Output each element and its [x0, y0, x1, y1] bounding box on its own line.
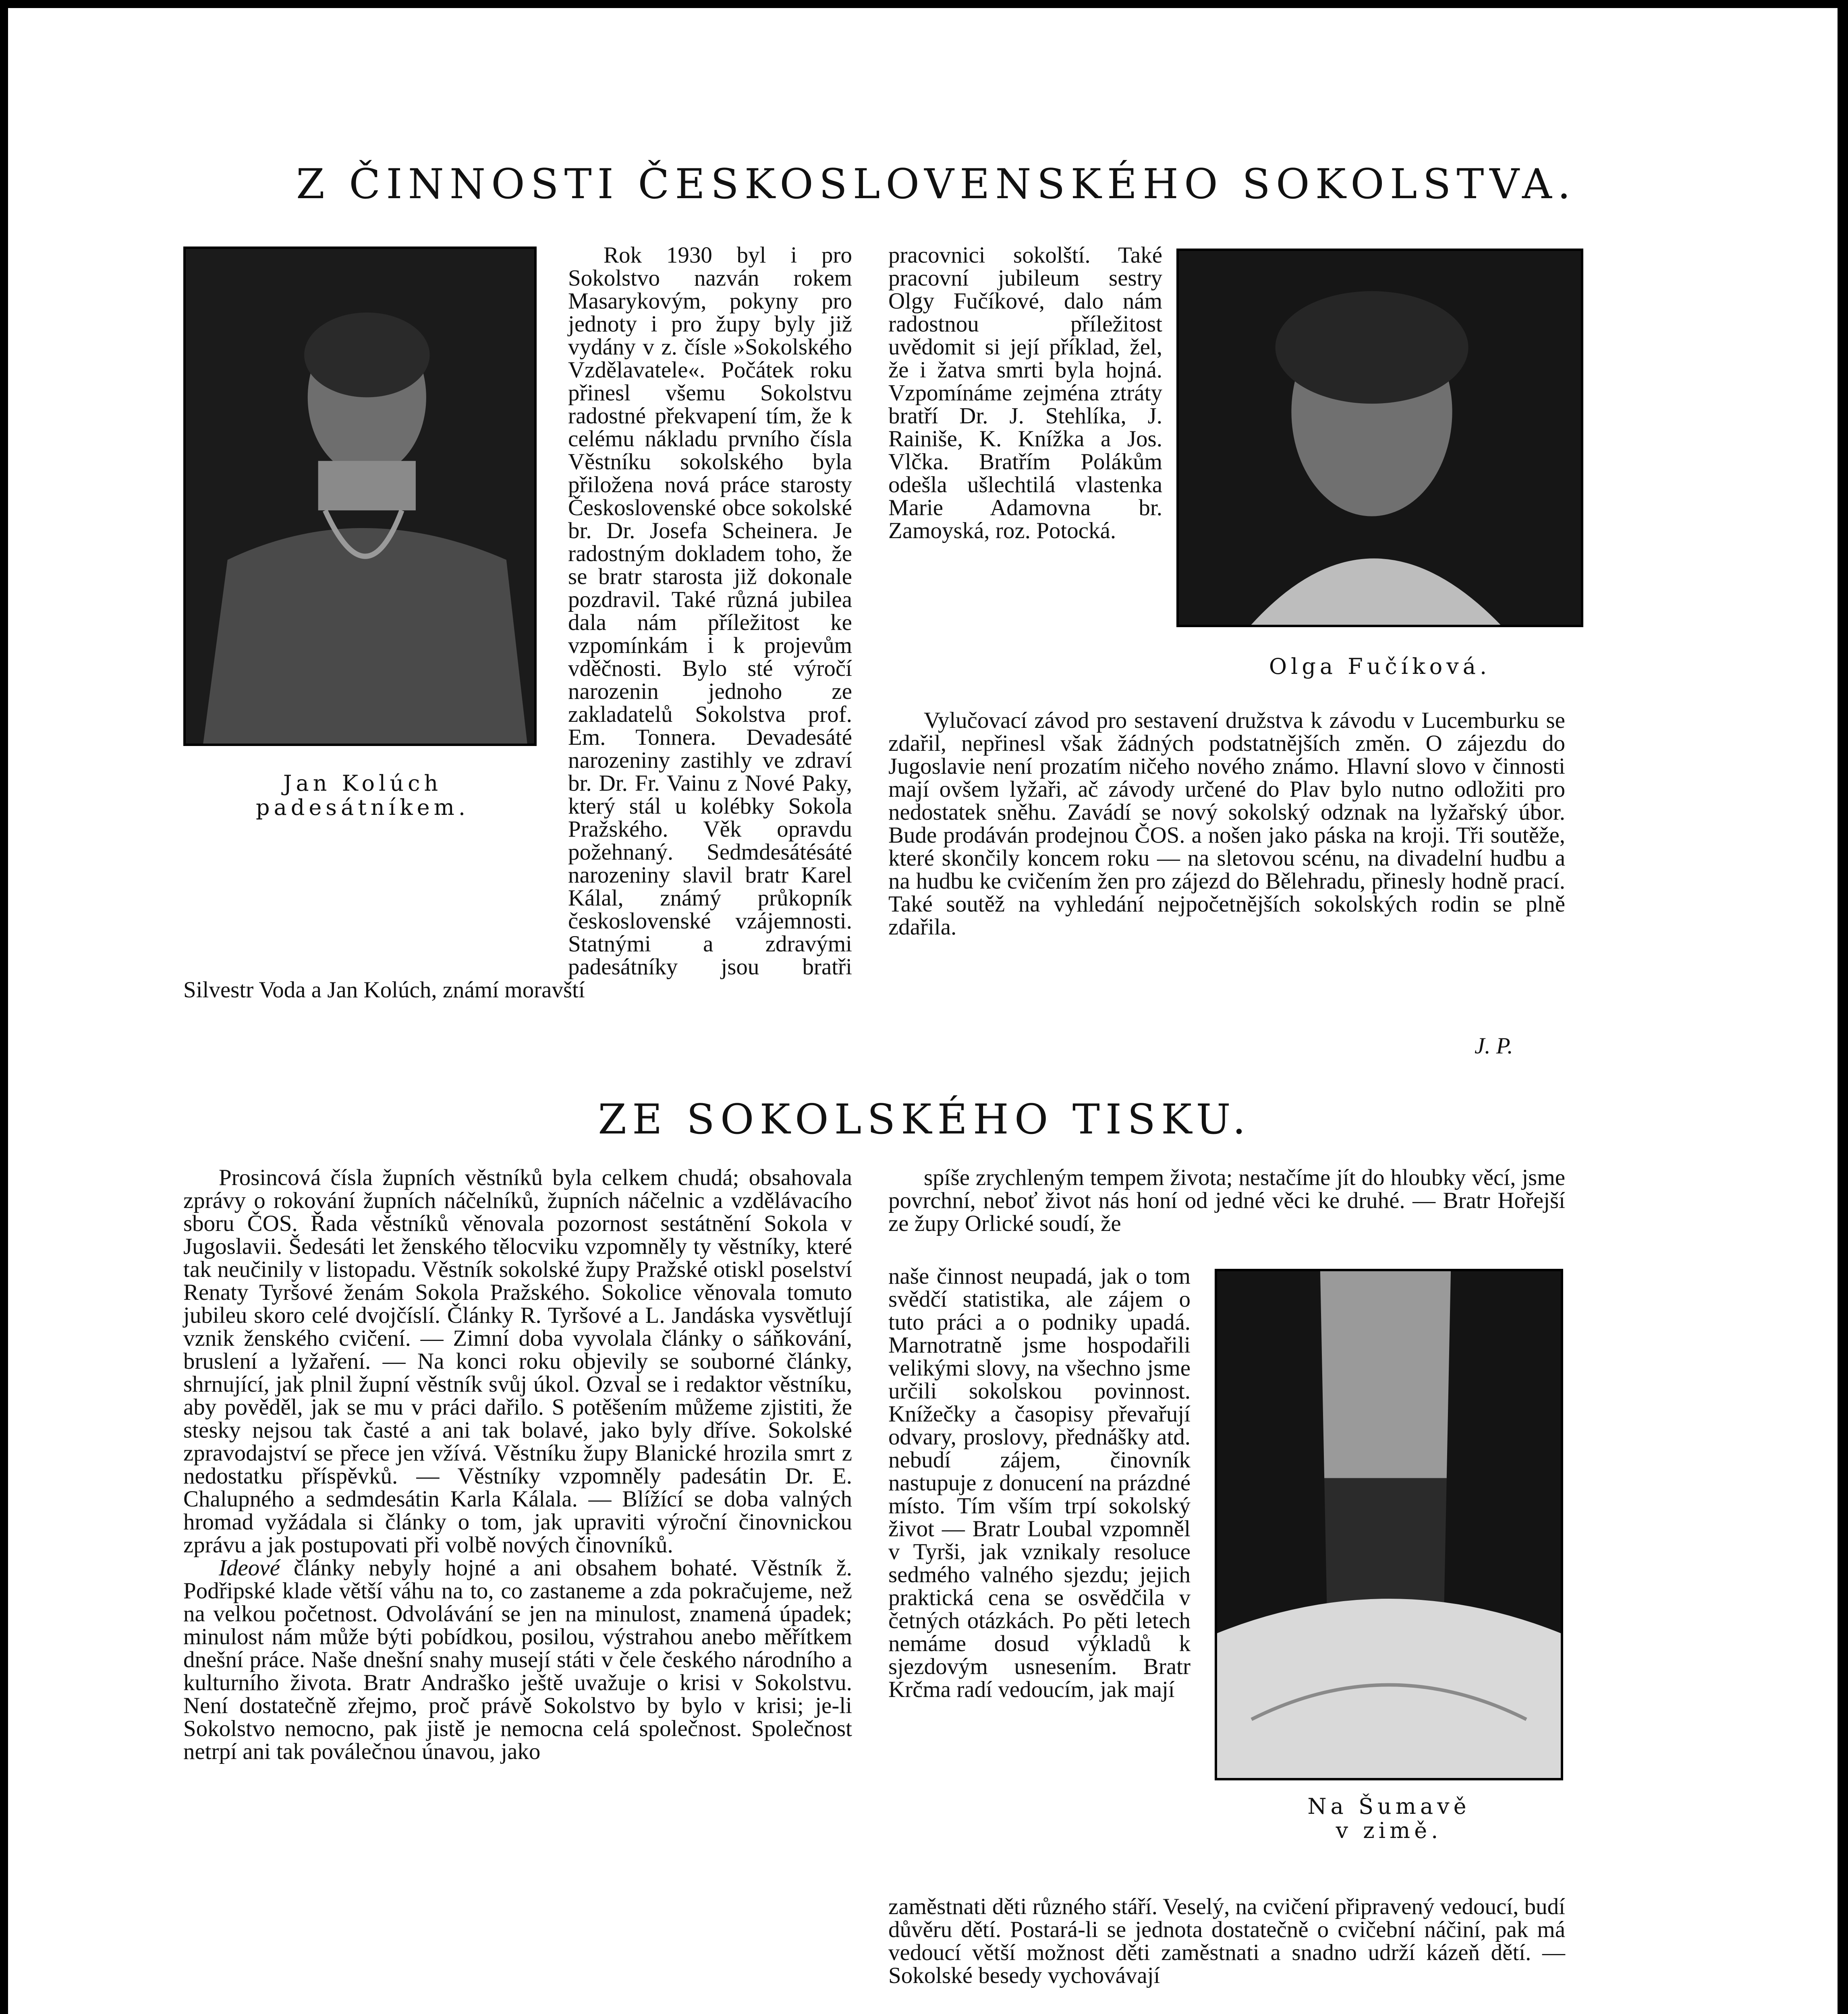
- article2-paragraph-3: spíše zrychleným tempem života; nestačíme jít do hloubky věcí, jsme povrchní, neboť život nás honí od jedné věci ke druhé. — Bratr Hořejší ze župy Orlické soudí, že: [888, 1165, 1565, 1236]
- article1-right-column-narrow: [888, 244, 1162, 707]
- photo3-caption-line1: Na Šumavě: [1307, 1794, 1471, 1819]
- photo1-caption-line2: padesátníkem.: [256, 795, 469, 820]
- photo3-caption: [1215, 1794, 1563, 1843]
- article2-paragraph-2: [183, 1556, 852, 1763]
- article2-right-column-bottom: [888, 1895, 1565, 2014]
- article2-paragraph-5: zaměstnati děti různého stáří. Veselý, na cvičení připravený vedoucí, budí důvěru dětí. Postará-li se jednota dostatečně o cvičební náčiní, pak má vedoucí větší možnost děti zaměstnati a snadno udrží kázeň dětí. — Sokolské besedy vychovávají: [888, 1894, 1565, 1988]
- article2-left-column: [183, 1166, 852, 2012]
- article2-paragraph-2-body: články nebyly hojné a ani obsahem bohaté. Věstník ž. Podřipské klade větší váhu na to, co zastaneme a zda pokračujeme, než na velkou početnost. Odvolávání se jen na minulost, znamená úpadek; minulost nám může býti pobídkou, posilou, výstrahou anebo měřítkem dnešní práce. Naše dnešní snahy musejí státi v čele českého národního a kulturního života. Bratr Andraško ještě uvažuje o krisi v Sokolstvu. Není dostatečně zřejmo, proč právě Sokolstvo by bylo v krisi; je-li Sokolstvo nemocno, pak jistě je nemocna celá společnost. Společnost netrpí ani tak poválečnou únavou, jako: [183, 1555, 852, 1764]
- portrait-olga-fucikova-photo: [1176, 249, 1583, 627]
- article1-paragraph-2: pracovnici sokolští. Také pracovní jubileum sestry Olgy Fučíkové, dalo nám radostnou příležitost uvědomit si její příklad, žel, že i žatva smrti byla hojná. Vzpomínáme zejména ztráty bratří Dr. J. Stehlíka, J. Rainiše, K. Knížka a Jos. Vlčka. Bratřím Polákům odešla ušlechtilá vlastenka Marie Adamovna br. Zamoyská, roz. Potocká.: [888, 242, 1162, 543]
- article2-right-column-top: [888, 1166, 1565, 1263]
- article2-right-column-narrow: [888, 1265, 1191, 1893]
- article1-title: Z ČINNOSTI ČESKOSLOVENSKÉHO SOKOLSTVA.: [296, 160, 1576, 208]
- photo1-wrap-spacer: [183, 244, 568, 961]
- article1-middle-column: [183, 244, 852, 1061]
- article1-paragraph-1: Rok 1930 byl i pro Sokolstvo nazván rokem Masarykovým, pokyny pro jednoty i pro župy byly již vydány v z. čísle »Sokolského Vzdělavatele«. Počátek roku přinesl všemu Sokolstvu radostné překvapení tím, že k celému nákladu prvního čísla Věstníku sokolského byla přiložena nová práce starosty Československé obce sokolské br. Dr. Josefa Scheinera. Je radostným dokladem toho, že se bratr starosta již dokonale pozdravil. Také různá jubilea dala nám příležitost ke vzpomínkám i k projevům vděčnosti. Bylo sté výročí narozenin jednoho ze zakladatelů Sokolstva prof. Em. Tonnera. Devadesáté narozeniny zastihly ve zdraví br. Dr. Fr. Vainu z Nové Paky, který stál u kolébky Sokola Pražského. Věk opravdu požehnaný. Sedmdesátésáté narozeniny slavil bratr Karel Kálal, známý průkopník československé vzájemnosti. Statnými a zdravými padesátníky jsou bratři Silvestr Voda a Jan Kolúch, známí moravští: [183, 242, 852, 1003]
- scan-border-right: [1838, 0, 1848, 2014]
- article2-title: ZE SOKOLSKÉHO TISKU.: [598, 1096, 1251, 1144]
- scan-border-top: [0, 0, 1848, 8]
- photo2-caption: Olga Fučíková.: [1269, 654, 1491, 679]
- article2-paragraph-1: Prosincová čísla župních věstníků byla celkem chudá; obsahovala zprávy o rokování župních náčelníků, župních náčelnic a vzdělávacího sboru ČOS. Řada věstníků věnovala pozornost sestátnění Sokola v Jugoslavii. Šedesáti let ženského tělocviku vzpomněly ty věstníky, které tak neučinily v listopadu. Věstník sokolské župy Pražské otiskl poselství Renaty Tyršové ženám Sokola Pražského. Sokolice věnovala tomuto jubileu skoro celé dvojčíslí. Články R. Tyršové a L. Jandáska vysvětlují vznik ženského cvičení. — Zimní doba vyvolala články o sáňkování, bruslení a lyžaření. — Na konci roku objevily se souborné články, shrnující, jak plnil župní věstník svůj úkol. Ozval se i redaktor věstníku, aby pověděl, jak se mu v práci dařilo. S potěšením můžeme zjistiti, že stesky nejsou tak časté a ani tak bolavé, jako byly dříve. Sokolské zpravodajství se přece jen vžívá. Věstníku župy Blanické hrozila smrt z nedostatku příspěvků. — Věstníky vzpomněly padesátin Dr. E. Chalupného a sedmdesátin Karla Kálala. — Blížící se doba valných hromad vyžádala si články o tom, jak upraviti výroční činovnickou zprávu a jak postupovati při volbě nových činovníků.: [183, 1165, 852, 1558]
- photo3-caption-line2: v zimě.: [1336, 1818, 1442, 1843]
- article2-paragraph-2-emphasis: Ideové: [219, 1555, 280, 1581]
- article1-right-column-wide: [888, 709, 1565, 1063]
- article1-paragraph-3: Vylučovací závod pro sestavení družstva k závodu v Lucemburku se zdařil, nepřinesl však žádných podstatnějších změn. O zájezdu do Jugoslavie není prozatím ničeho nového známo. Hlavní slovo v činnosti mají ovšem lyžaři, ač závody určené do Plav bylo nutno odložiti pro nedostatek sněhu. Zavádí se nový sokolský odznak na lyžařský úbor. Bude prodáván prodejnou ČOS. a nošen jako páska na kroji. Tři soutěže, které skončily koncem roku — na sletovou scénu, na divadelní hudbu a na hudbu ke cvičením žen pro zájezd do Bělehradu, přinesly hodně prací. Také soutěž na vyhledání nejpočetnějších sokolských rodin se plně zdařila.: [888, 708, 1565, 940]
- winter-landscape-photo: [1215, 1269, 1563, 1780]
- article1-signature: J. P.: [1475, 1033, 1513, 1059]
- article2-paragraph-4: naše činnost neupadá, jak o tom svědčí statistika, ale zájem o tuto práci a o podniky upadá. Marnotratně jsme hospodařili velikými slovy, na všechno jsme určili sokolskou povinnost. Knížečky a časopisy převařují odvary, proslovy, přednášky atd. nebudí zájem, činovník nastupuje z donucení na prázdné místo. Tím vším trpí sokolský život — Bratr Loubal vzpomněl v Tyrši, jak vznikaly resoluce sedmého valného sjezdu; jejich praktická cena se osvědčila v četných otázkách. Po pěti letech nemáme dosud výkladů k sjezdovým usnesením. Bratr Krčma radí vedoucím, jak mají: [888, 1264, 1191, 1702]
- scan-border-left: [0, 0, 8, 2014]
- photo1-caption-line1: Jan Kolúch: [283, 771, 442, 796]
